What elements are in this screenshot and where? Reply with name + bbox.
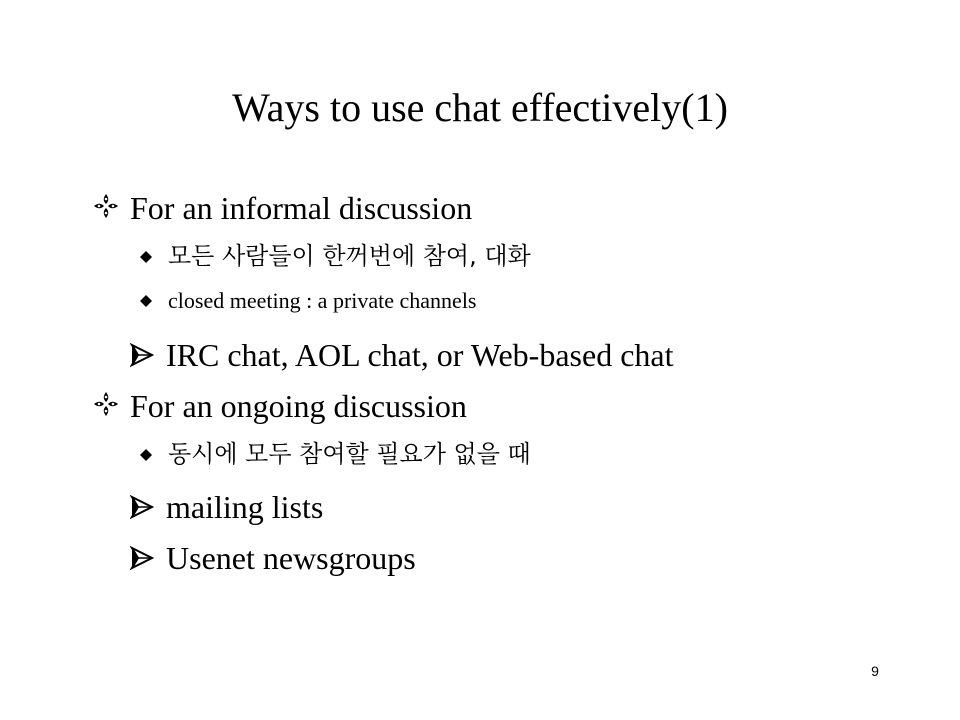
list-item-text: For an informal discussion <box>130 190 473 226</box>
arrow-bullet-icon <box>130 546 154 570</box>
list-item <box>130 488 830 526</box>
list-item-text: Usenet newsgroups <box>166 540 416 576</box>
list-item-text: 동시에 모두 참여할 필요가 없을 때 <box>168 440 531 468</box>
arrow-bullet-icon <box>130 343 154 367</box>
list-item-text: For an ongoing discussion <box>130 388 467 424</box>
small-diamond-icon <box>140 294 152 306</box>
list-item <box>92 387 792 425</box>
list-item-text: closed meeting : a private channels <box>168 288 477 313</box>
list-item <box>140 439 740 471</box>
slide-title: Ways to use chat effectively(1) <box>232 85 728 130</box>
small-diamond-icon <box>140 448 152 460</box>
arrow-bullet-icon <box>130 495 154 519</box>
four-petal-diamond-icon <box>92 391 120 419</box>
page-number: 9 <box>871 663 879 679</box>
list-item <box>130 336 830 374</box>
list-item <box>92 189 792 227</box>
list-item <box>130 539 830 577</box>
list-item-text: IRC chat, AOL chat, or Web-based chat <box>166 337 674 373</box>
small-diamond-icon <box>140 250 152 262</box>
list-item-text: 모든 사람들이 한꺼번에 참여, 대화 <box>168 242 531 270</box>
four-petal-diamond-icon <box>92 193 120 221</box>
list-item <box>140 241 740 273</box>
list-item <box>140 287 740 317</box>
list-item-text: mailing lists <box>166 489 324 525</box>
